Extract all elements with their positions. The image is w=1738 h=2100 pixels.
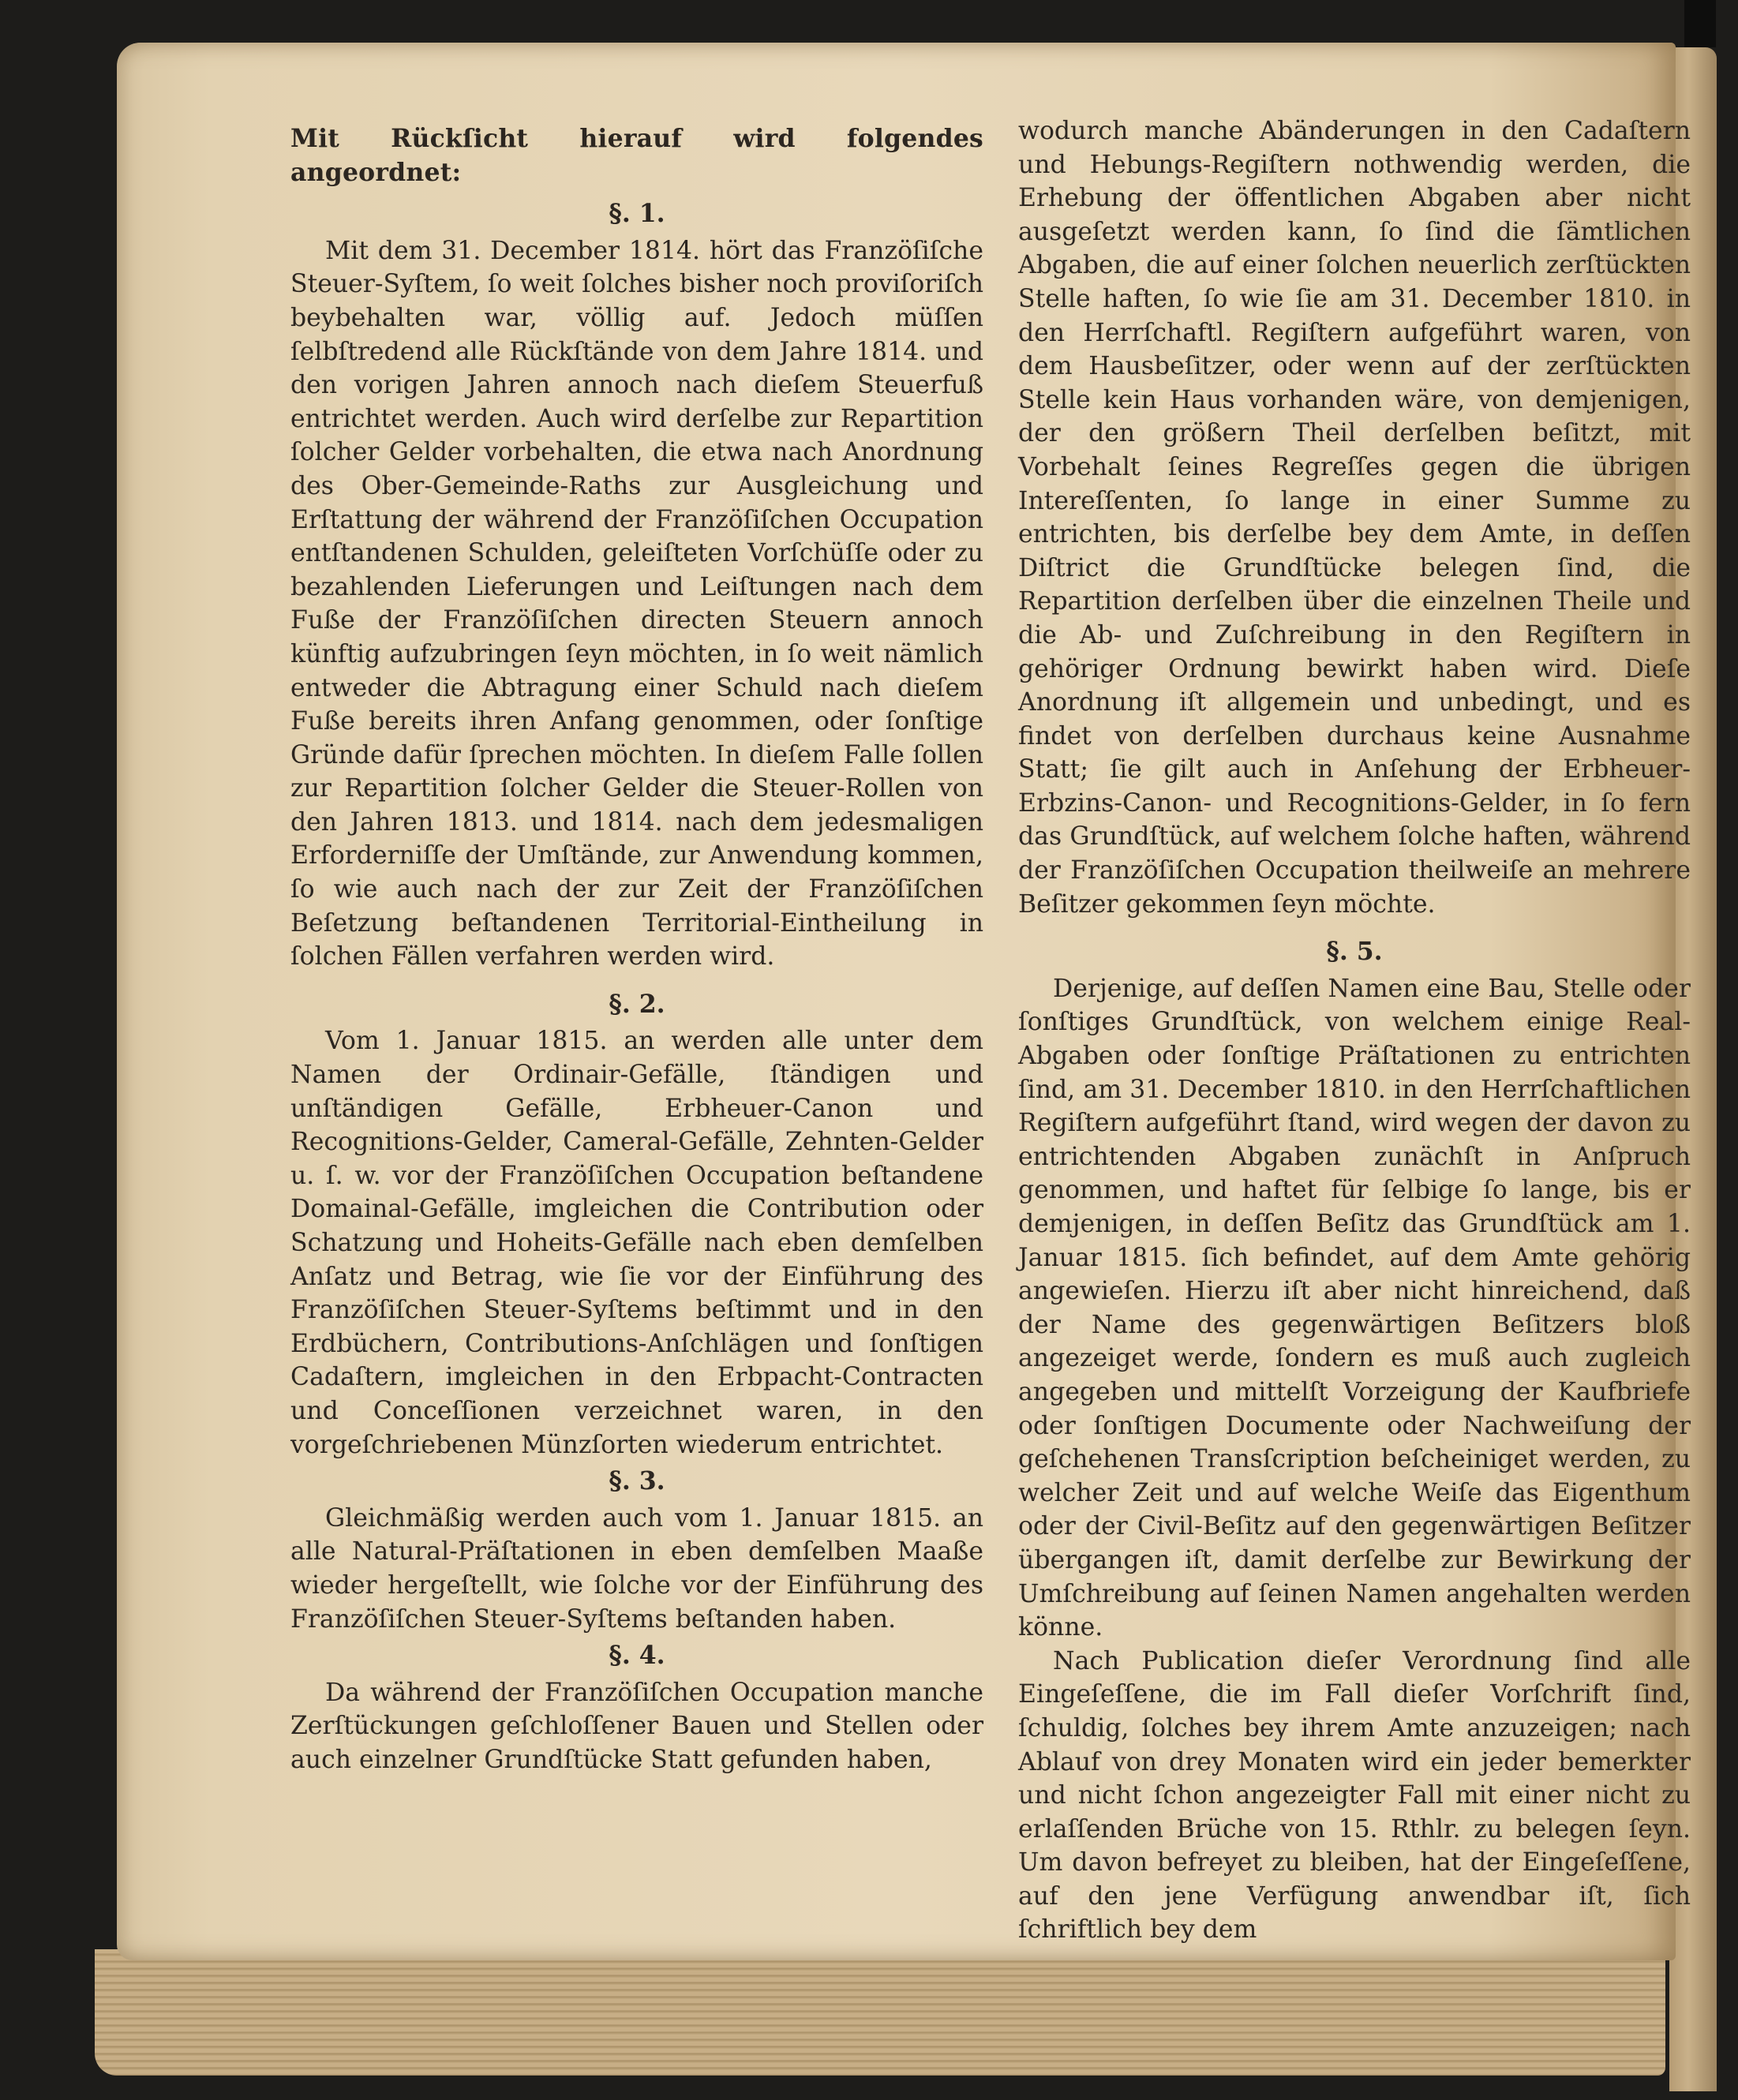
paragraph-s1: Mit dem 31. December 1814. hört das Franzöſiſche Steuer-Syſtem, ſo weit ſolches bisher noch proviſoriſch beybehalten war, völlig auf. Jedoch müſſen ſelbſtredend alle Rückſtände von dem Jahre 1814. und den vorigen Jahren annoch nach dieſem Steuerfuß entrichtet werden. Auch wird derſelbe zur Repartition ſolcher Gelder vorbehalten, die etwa nach Anordnung des Ober-Gemeinde-Raths zur Ausgleichung und Erſtattung der während der Franzöſiſchen Occupation entſtandenen Schulden, geleiſteten Vorſchüſſe oder zu bezahlenden Lieferungen und Leiſtungen nach dem Fuße der Franzöſiſchen directen Steuern annoch künftig aufzubringen ſeyn möchten, in ſo weit nämlich entweder die Abtragung einer Schuld nach dieſem Fuße bereits ihren Anfang genommen, oder ſonſtige Gründe dafür ſprechen möchten. In dieſem Falle ſollen zur Repartition ſolcher Gelder die Steuer-Rollen von den Jahren 1813. und 1814. nach dem jedesmaligen Erforderniſſe der Umſtände, zur Anwendung kommen, ſo wie auch nach der zur Zeit der Franzöſiſchen Beſetzung beſtandenen Territorial-Eintheilung in ſolchen Fällen verfahren werden wird.: [290, 236, 983, 971]
page-edges-bottom: [95, 1949, 1665, 2076]
paragraph-s2: Vom 1. Januar 1815. an werden alle unter dem Namen der Ordinair-Gefälle, ſtändigen und unſtändigen Gefälle, Erbheuer-Canon und Recognitions-Gelder, Cameral-Gefälle, Zehnten-Gelder u. ſ. w. vor der Franzöſiſchen Occupation beſtandene Domainal-Gefälle, imgleichen die Contribution oder Schatzung und Hoheits-Gefälle nach eben demſelben Anſatz und Betrag, wie ſie vor der Einführung des Franzöſiſchen Steuer-Syſtems beſtimmt und in den Erdbüchern, Contributions-Anſchlägen und ſonſtigen Cadaſtern, imgleichen in den Erbpacht-Contracten und Conceſſionen verzeichnet waren, in den vorgeſchriebenen Münzſorten wiederum entrichtet.: [290, 1027, 983, 1459]
paragraph-s5-notice: Nach Publication dieſer Verordnung ſind alle Eingeſeſſene, die im Fall dieſer Vorſchrift ſind, ſchuldig, ſolches bey ihrem Amte anzuzeigen; nach Ablauf von drey Monaten wird ein jeder bemerkter und nicht ſchon angezeigter Fall mit einer nicht zu erlaſſenden Brüche von 15. Rthlr. zu belegen ſeyn. Um davon befreyet zu bleiben, hat der Eingeſeſſene, auf den jene Verfügung anwendbar iſt, ſich ſchriftlich bey dem: [1018, 1646, 1691, 1945]
paragraph-s4: Da während der Franzöſiſchen Occupation manche Zerſtückungen geſchloſſener Bauen und Stellen oder auch einzelner Grundſtücke Statt gefunden haben,: [290, 1678, 983, 1774]
section-mark-1: §. 1.: [609, 199, 665, 229]
scan-corner: [1684, 0, 1716, 47]
paragraph-s4-continued: wodurch manche Abänderungen in den Cadaſtern und Hebungs-Regiſtern nothwendig werden, die Erhebung der öffentlichen Abgaben aber nicht ausgeſetzt werden kann, ſo ſind die ſämtlichen Abgaben, die auf einer ſolchen neuerlich zerſtückten Stelle haften, ſo wie ſie am 31. December 1810. in den Herrſchaftl. Regiſtern aufgeführt waren, von dem Hausbeſitzer, oder wenn auf der zerſtückten Stelle kein Haus vorhanden wäre, von demjenigen, der den größern Theil derſelben beſitzt, mit Vorbehalt ſeines Regreſſes gegen die übrigen Intereſſenten, ſo lange in einer Summe zu entrichten, bis derſelbe bey dem Amte, in deſſen Diſtrict die Grundſtücke belegen ſind, die Repartition derſelben über die einzelnen Theile und die Ab- und Zuſchreibung in den Regiſtern in gehöriger Ordnung bewirkt haben wird. Dieſe Anordnung iſt allgemein und unbedingt, und es findet von derſelben durchaus keine Ausnahme Statt; ſie gilt auch in Anſehung der Erbheuer-Erbzins-Canon- und Recognitions-Gelder, in ſo fern das Grundſtück, auf welchem ſolche haften, während der Franzöſiſchen Occupation theilweiſe an mehrere Beſitzer gekommen ſeyn möchte.: [1018, 117, 1691, 919]
section-mark-3: §. 3.: [609, 1466, 665, 1496]
left-column: [290, 114, 983, 1777]
paragraph-s5: Derjenige, auf deſſen Namen eine Bau, Stelle oder ſonſtiges Grundſtück, von welchem einige Real-Abgaben oder ſonſtige Präſtationen zu entrichten ſind, am 31. December 1810. in den Herrſchaftlichen Regiſtern aufgeführt ſtand, wird wegen der davon zu entrichtenden Abgaben zunächſt in Anſpruch genommen, und haftet für ſelbige ſo lange, bis er demjenigen, in deſſen Beſitz das Grundſtück am 1. Januar 1815. ſich befindet, auf dem Amte gehörig angewieſen. Hierzu iſt aber nicht hinreichend, daß der Name des gegenwärtigen Beſitzers bloß angezeiget werde, ſondern es muß auch zugleich angegeben und mittelſt Vorzeigung der Kaufbriefe oder ſonſtigen Documente oder Nachweiſung der geſchehenen Transſcription beſcheiniget werden, zu welcher Zeit und auf welche Weiſe das Eigenthum oder der Civil-Beſitz auf den gegenwärtigen Beſitzer übergangen iſt, damit derſelbe zur Bewirkung der Umſchreibung auf ſeinen Namen angehalten werden könne.: [1018, 974, 1691, 1642]
right-column: [1018, 114, 1691, 1947]
section-mark-5: §. 5.: [1326, 937, 1383, 967]
section-mark-4: §. 4.: [609, 1641, 665, 1671]
section-mark-2: §. 2.: [609, 989, 665, 1019]
paragraph-s3: Gleichmäßig werden auch vom 1. Januar 1815. an alle Natural-Präſtationen in eben demſelben Maaße wieder hergeſtellt, wie ſolche vor der Einführung des Franzöſiſchen Steuer-Syſtems beſtanden haben.: [290, 1503, 983, 1634]
left-heading: Mit Rückſicht hierauf wird folgendes angeordnet:: [290, 124, 983, 187]
